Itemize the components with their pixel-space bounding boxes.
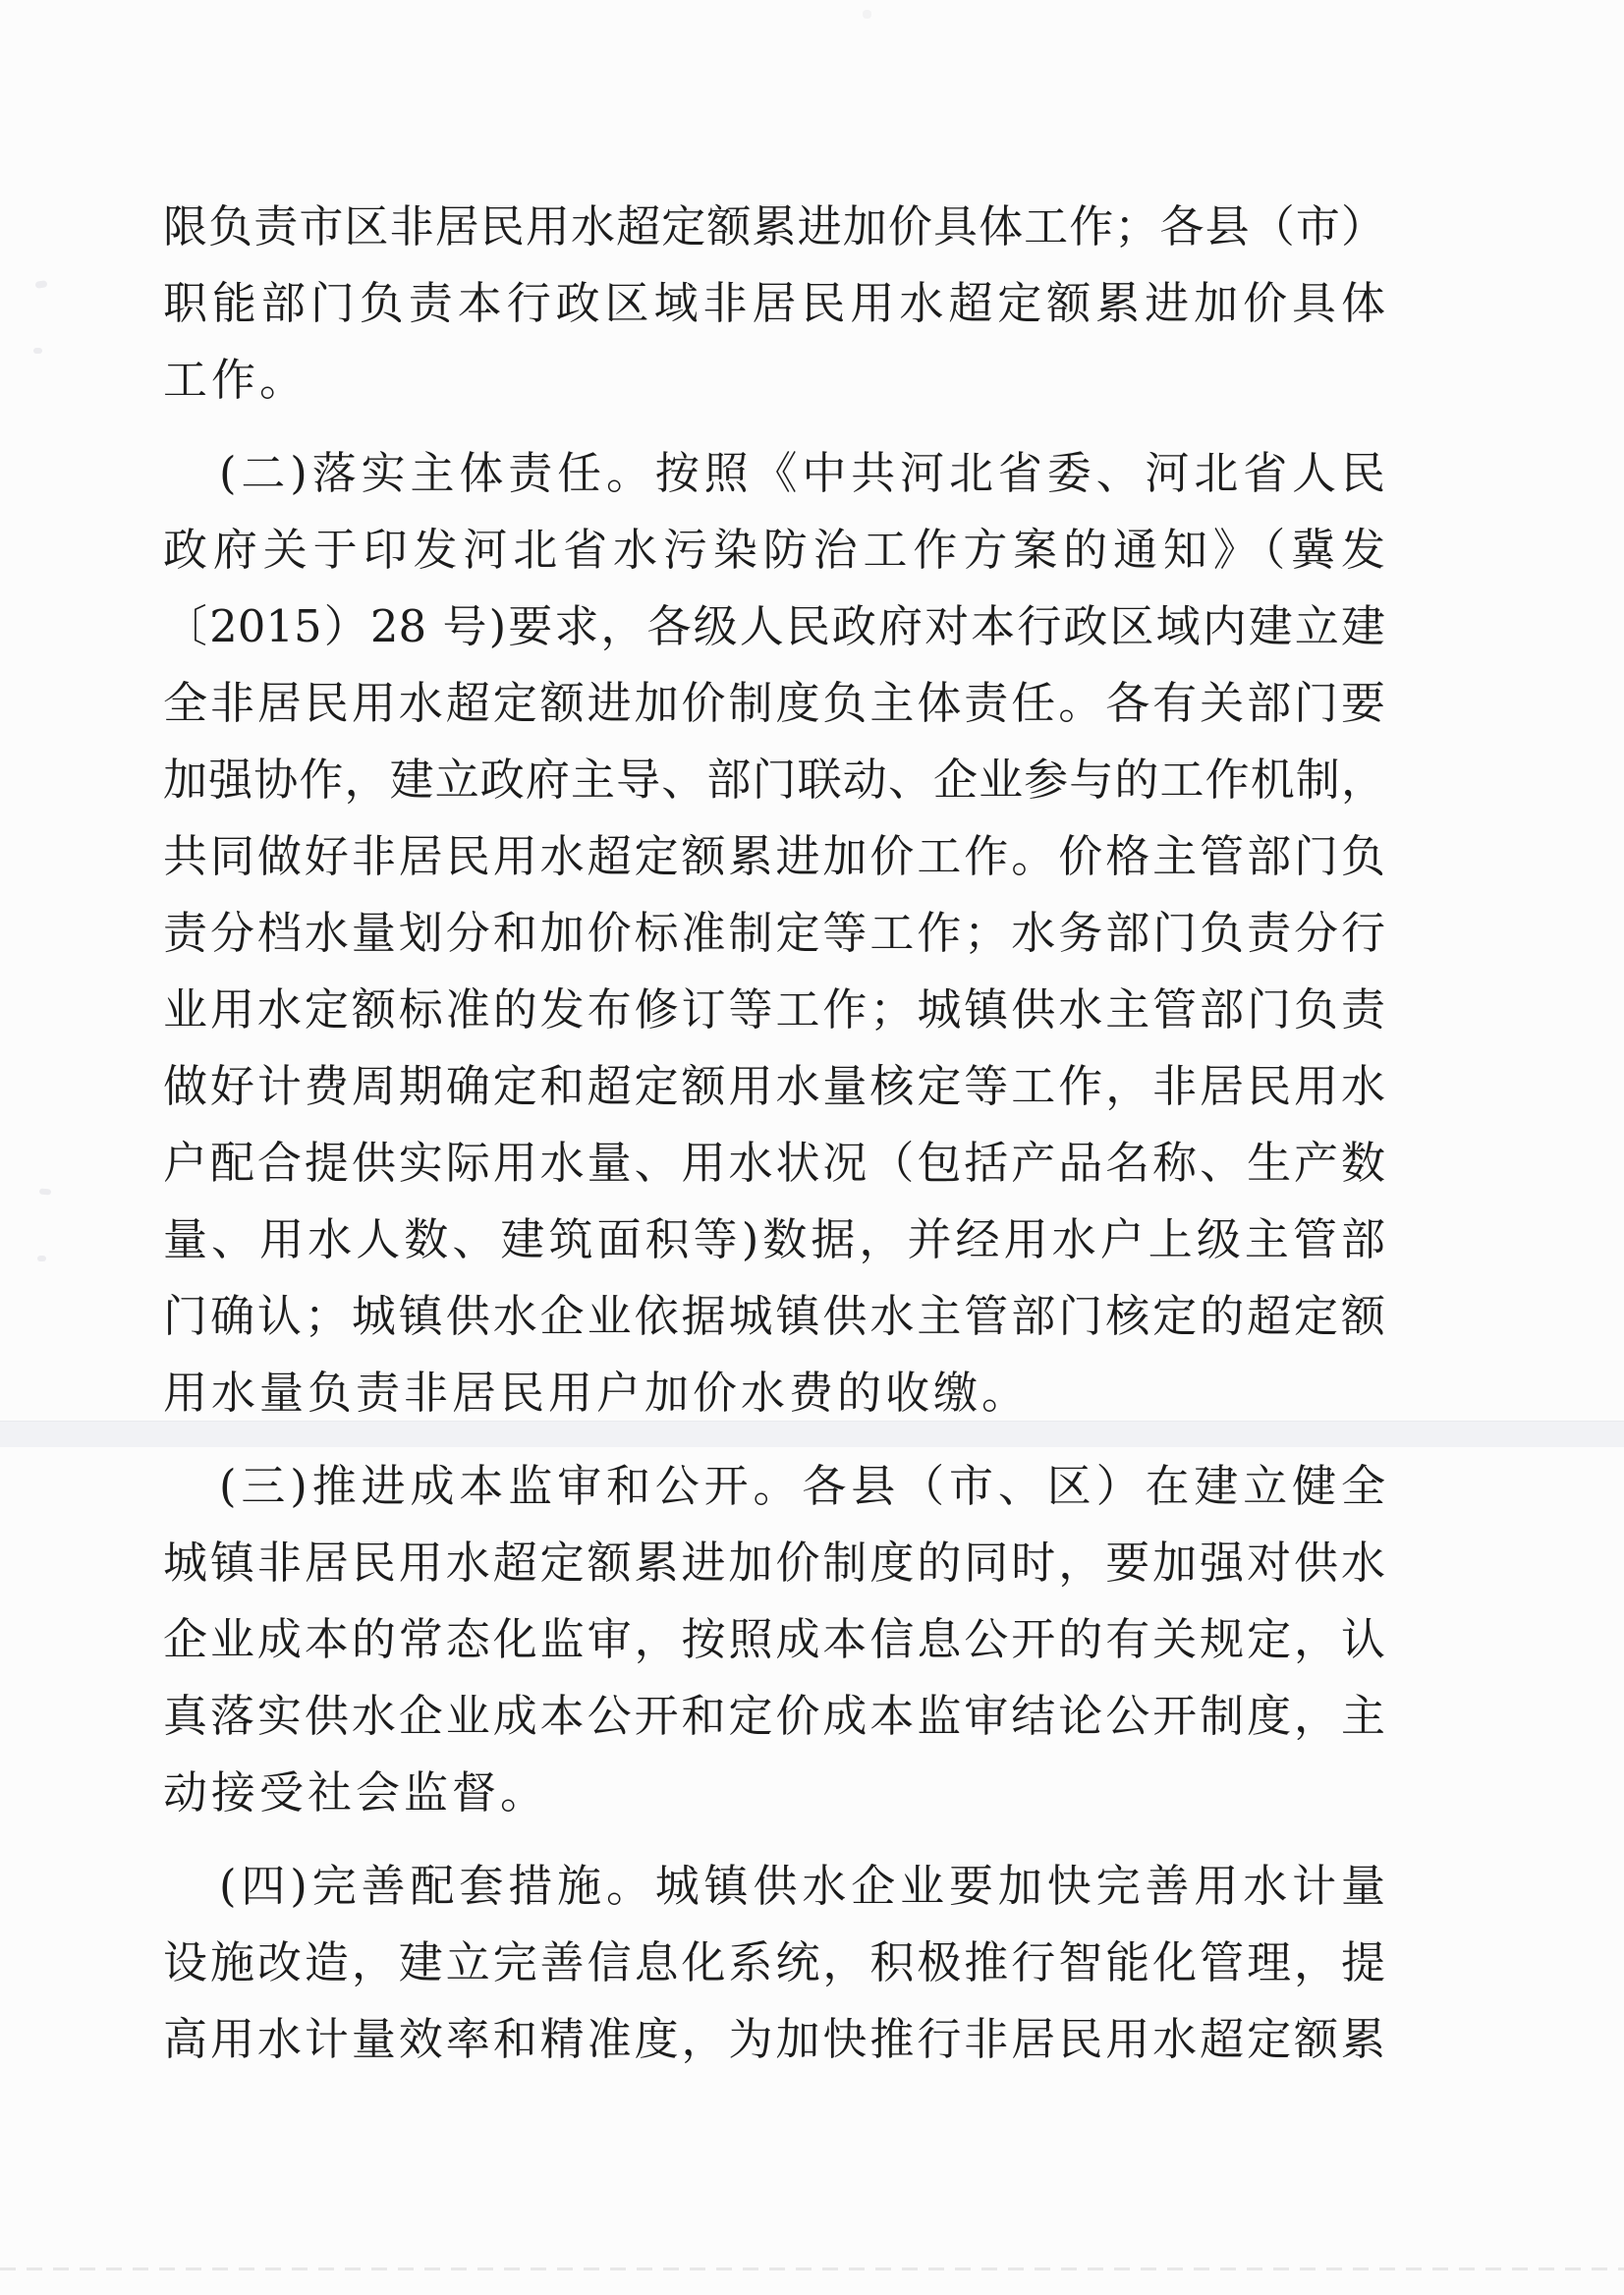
text-line: 户配合提供实际用水量、用水状况（包括产品名称、生产数 bbox=[163, 1137, 1385, 1189]
text-line: 做好计费周期确定和超定额用水量核定等工作，非居民用水 bbox=[163, 1060, 1385, 1112]
text-line: (三)推进成本监审和公开。各县（市、区）在建立健全 bbox=[219, 1460, 1385, 1512]
paragraph-item-3 bbox=[163, 1448, 1385, 1831]
text-line: 责分档水量划分和加价标准制定等工作；水务部门负责分行 bbox=[163, 907, 1385, 959]
text-line: 真落实供水企业成本公开和定价成本监审结论公开制度，主 bbox=[163, 1690, 1385, 1742]
text-line: 限负责市区非居民用水超定额累进加价具体工作；各县（市） bbox=[163, 200, 1385, 252]
text-line: 城镇非居民用水超定额累进加价制度的同时，要加强对供水 bbox=[163, 1537, 1385, 1589]
margin-smudge bbox=[863, 10, 871, 19]
text-line: 〔2015）28 号)要求，各级人民政府对本行政区域内建立建 bbox=[163, 600, 1385, 652]
margin-smudge bbox=[37, 1256, 46, 1261]
text-line: (二)落实主体责任。按照《中共河北省委、河北省人民 bbox=[219, 447, 1385, 499]
text-line: 全非居民用水超定额进加价制度负主体责任。各有关部门要 bbox=[163, 677, 1385, 729]
text-line: 量、用水人数、建筑面积等)数据，并经用水户上级主管部 bbox=[163, 1213, 1385, 1265]
body-text bbox=[163, 189, 1385, 2078]
text-line: 门确认；城镇供水企业依据城镇供水主管部门核定的超定额 bbox=[163, 1290, 1385, 1342]
text-line: 职能部门负责本行政区域非居民用水超定额累进加价具体 bbox=[163, 277, 1385, 329]
paragraph-item-4 bbox=[163, 1848, 1385, 2078]
text-line: 业用水定额标准的发布修订等工作；城镇供水主管部门负责 bbox=[163, 983, 1385, 1036]
scan-noise-line bbox=[0, 2267, 1624, 2270]
paragraph-item-2 bbox=[163, 435, 1385, 1431]
text-line: 共同做好非居民用水超定额累进加价工作。价格主管部门负 bbox=[163, 830, 1385, 882]
margin-smudge bbox=[35, 280, 48, 289]
text-line: 用水量负责非居民用户加价水费的收缴。 bbox=[163, 1367, 1031, 1419]
text-line: 高用水计量效率和精准度，为加快推行非居民用水超定额累 bbox=[163, 2013, 1385, 2065]
margin-smudge bbox=[33, 348, 42, 354]
text-line: 企业成本的常态化监审，按照成本信息公开的有关规定，认 bbox=[163, 1613, 1385, 1665]
text-line: 政府关于印发河北省水污染防治工作方案的通知》（冀发 bbox=[163, 524, 1385, 576]
text-line: 设施改造，建立完善信息化系统，积极推行智能化管理，提 bbox=[163, 1936, 1385, 1988]
text-line: 工作。 bbox=[163, 354, 308, 406]
text-line: (四)完善配套措施。城镇供水企业要加快完善用水计量 bbox=[219, 1860, 1385, 1912]
paragraph-continuation bbox=[163, 189, 1385, 419]
text-line: 加强协作，建立政府主导、部门联动、企业参与的工作机制， bbox=[163, 754, 1385, 806]
text-line: 动接受社会监督。 bbox=[163, 1766, 549, 1819]
margin-smudge bbox=[39, 1188, 51, 1195]
